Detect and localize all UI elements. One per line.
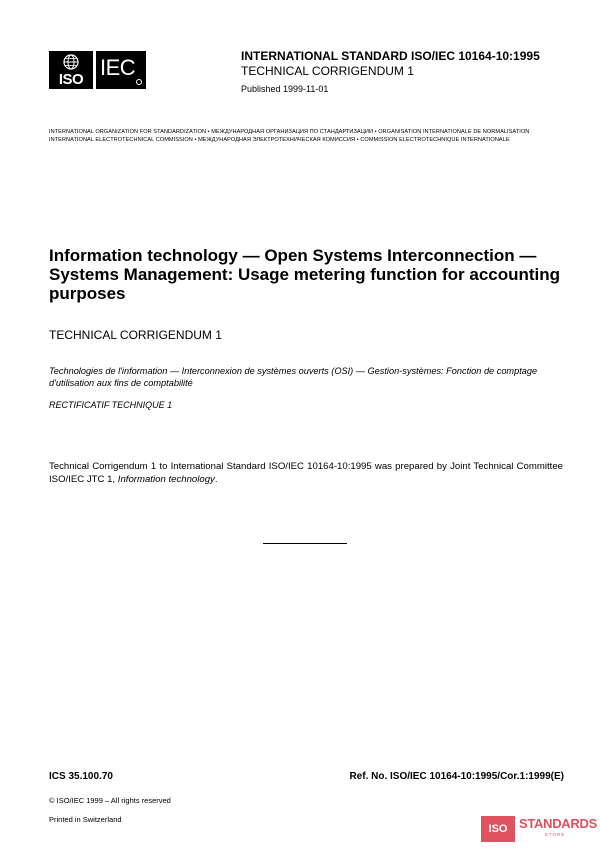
published-date: Published 1999-11-01 bbox=[241, 84, 329, 94]
body-paragraph bbox=[49, 461, 563, 486]
french-title: Technologies de l'information — Interconnexion de systèmes ouverts (OSI) — Gestion-systèmes: Fonction de comptage d'utilisation aux fins de comptabilité bbox=[49, 366, 538, 388]
body-italic-text: Information technology bbox=[117, 473, 215, 485]
store-name: STANDARDS bbox=[519, 816, 597, 831]
corrigendum-label: TECHNICAL CORRIGENDUM 1 bbox=[49, 328, 222, 342]
iso-logo-text: ISO bbox=[58, 71, 84, 88]
divider bbox=[263, 543, 347, 544]
french-corrigendum-label: RECTIFICATIF TECHNIQUE 1 bbox=[49, 400, 173, 410]
copyright: © ISO/IEC 1999 – All rights reserved bbox=[49, 796, 171, 805]
standard-title: INTERNATIONAL STANDARD ISO/IEC 10164-10:1995 bbox=[241, 49, 540, 63]
reference-number: Ref. No. ISO/IEC 10164-10:1995/Cor.1:1999(E) bbox=[349, 771, 564, 782]
store-iso-text: ISO bbox=[481, 816, 515, 842]
org-line-2: INTERNATIONAL ELECTROTECHNICAL COMMISSION • МЕЖДУНАРОДНАЯ ЭЛЕКТРОТЕХНИЧЕСКАЯ КОМИССИЯ • COMMISSION ELECTROTECHNIQUE INTERNATIONALE bbox=[49, 137, 510, 143]
ics-code: ICS 35.100.70 bbox=[49, 771, 113, 782]
body-end: . bbox=[214, 473, 218, 485]
globe-icon bbox=[63, 54, 79, 70]
org-line-1: INTERNATIONAL ORGANIZATION FOR STANDARDIZATION • МЕЖДУНАРОДНАЯ ОРГАНИЗАЦИЯ ПО СТАНДАРТИЗАЦИИ • ORGANISATION INTERNATIONALE DE NORMALISATION bbox=[49, 129, 530, 135]
standard-subtitle: TECHNICAL CORRIGENDUM 1 bbox=[241, 64, 414, 78]
iec-logo bbox=[96, 51, 146, 89]
iec-logo-text: IEC bbox=[100, 55, 136, 80]
store-sub: STORE bbox=[544, 832, 566, 837]
standards-store-logo bbox=[481, 810, 597, 846]
iso-logo bbox=[49, 51, 93, 89]
body-text: Technical Corrigendum 1 to International Standard ISO/IEC 10164-10:1995 was prepared by Joint Technical Committee ISO/IEC JTC 1, bbox=[49, 461, 563, 485]
printed-in: Printed in Switzerland bbox=[49, 815, 122, 824]
document-title: Information technology — Open Systems Interconnection — Systems Management: Usage metering function for accounting purposes bbox=[49, 246, 561, 303]
registered-icon bbox=[136, 79, 142, 85]
